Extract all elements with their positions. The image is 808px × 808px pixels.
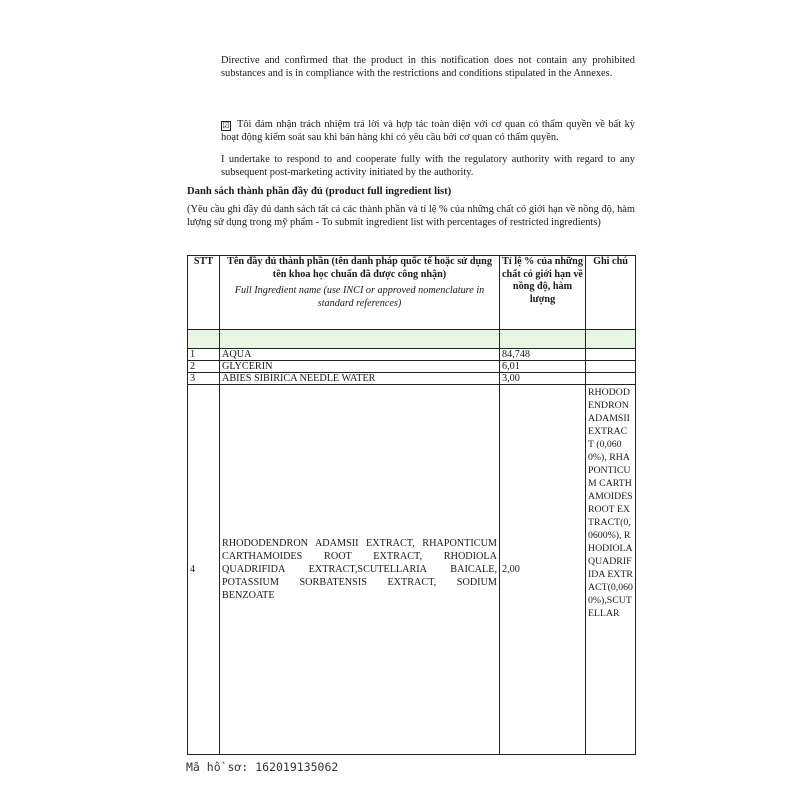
header-ratio: Tỉ lệ % của những chất có giới hạn về nồng độ, hàm lượng [500,256,586,330]
record-code: Mã hồ sơ: 162019135062 [186,760,339,774]
spacer-cell [500,330,586,349]
cell-note [586,373,636,385]
cell-ratio: 6,01 [500,361,586,373]
header-name-en: Full Ingredient name (use INCI or approved nomenclature in standard references) [234,285,485,309]
spacer-cell [188,330,220,349]
intro-paragraph-2-text: Tôi đảm nhận trách nhiệm trả lời và hợp tác toàn diện với cơ quan có thẩm quyền về bất kỳ hoạt động kiểm soát sau khi bán hàng khi có yêu cầu bởi cơ quan có thẩm quyền. [221,119,635,143]
cell-note: RHODODENDRON ADAMSII EXTRACT (0,0600%), RHAPONTICUM CARTHAMOIDES ROOT EXTRACT(0,0600%), RHODIOLA QUADRIFIDA EXTRACT(0,0600%),SCUTELLAR [586,385,636,755]
header-ingredient-name [220,256,500,330]
table-row [188,349,636,361]
ingredient-list-heading: Danh sách thành phần đầy đủ (product full ingredient list) [187,186,452,197]
table-header-row [188,256,636,330]
cell-name: RHODODENDRON ADAMSII EXTRACT, RHAPONTICUM CARTHAMOIDES ROOT EXTRACT, RHODIOLA QUADRIFIDA EXTRACT,SCUTELLARIA BAICALE, POTASSIUM SORBATENSIS EXTRACT, SODIUM BENZOATE [220,385,500,755]
intro-paragraph-3: I undertake to respond to and cooperate fully with the regulatory authority with regard to any subsequent post-marketing activity initiated by the authority. [221,154,635,178]
intro-paragraph-1: Directive and confirmed that the product in this notification does not contain any prohibited substances and is in compliance with the restrictions and conditions stipulated in the Annexes. [221,55,635,79]
table-row [188,361,636,373]
cell-stt: 4 [188,385,220,755]
table-row [188,385,636,755]
header-stt: STT [188,256,220,330]
cell-note [586,361,636,373]
cell-name: GLYCERIN [220,361,500,373]
intro-paragraph-2 [221,118,635,144]
header-note: Ghi chú [586,256,636,330]
cell-ratio: 84,748 [500,349,586,361]
cell-note [586,349,636,361]
ingredient-list-note: (Yêu cầu ghi đầy đủ danh sách tất cả các thành phần và tỉ lệ % của những chất có giới hạn về nồng độ, hàm lượng sử dụng trong mỹ phẩm - To submit ingredient list with percentages of restricted ingredients) [187,204,635,228]
cell-stt: 2 [188,361,220,373]
table-spacer-row [188,330,636,349]
spacer-cell [220,330,500,349]
cell-ratio: 2,00 [500,385,586,755]
ingredient-table [187,255,636,755]
cell-stt: 3 [188,373,220,385]
cell-stt: 1 [188,349,220,361]
cell-name: ABIES SIBIRICA NEEDLE WATER [220,373,500,385]
cell-name: AQUA [220,349,500,361]
table-row [188,373,636,385]
checked-box-icon: ☑ [222,121,230,130]
header-name-vi: Tên đầy đủ thành phần (tên danh pháp quốc tế hoặc sử dụng tên khoa học chuẩn đã được công nhận) [227,256,492,280]
spacer-cell [586,330,636,349]
cell-ratio: 3,00 [500,373,586,385]
